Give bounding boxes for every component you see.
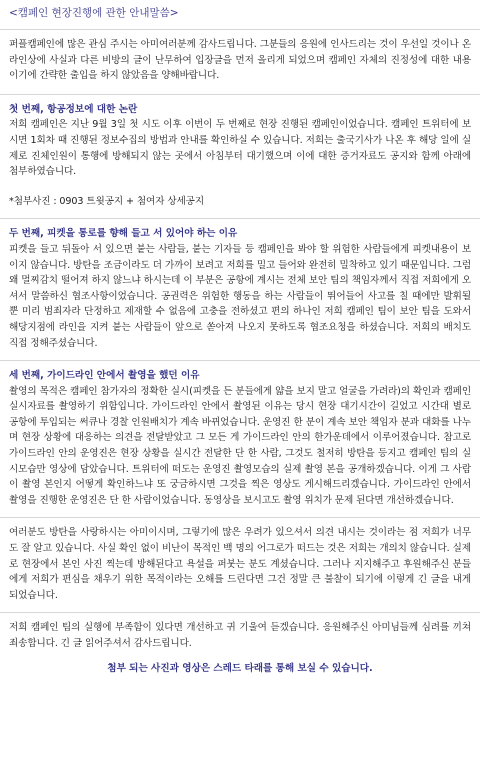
section1-heading: 첫 번째, 항공정보에 대한 논란 [9, 103, 138, 115]
divider [0, 360, 480, 361]
divider [0, 29, 480, 30]
attachment-footer-note: 첨부 되는 사진과 영상은 스레드 타래를 통해 보실 수 있습니다. [107, 662, 373, 674]
section3-heading: 세 번째, 가이드라인 안에서 촬영을 했던 이유 [9, 370, 200, 382]
closing-paragraph: 여러분도 방탄을 사랑하시는 아미이시며, 그렇기에 많은 우려가 있으셔서 의견 내시는 것이라는 점 저희가 너무도 잘 알고 있습니다. 사실 확인 없이 비난이 목적인 백 명의 어그로가 떠드는 것은 저희는 개의치 않습니다. 실제로 현장에서 본인 사진 찍는데 방해된다고 욕설을 퍼붓는 분도 계셨습니다. 그러나 지지해주고 후원해주신 분들에게 저희가 편심을 채우기 위한 목적이라는 오해를 드린다면 그건 정말 큰 불찰이 되기에 이렇게 긴 글을 내게 되었습니다. [9, 527, 471, 601]
divider [0, 94, 480, 95]
divider [0, 517, 480, 518]
section3-body: 촬영의 목적은 캠페인 참가자의 정확한 실시(피켓을 든 분들에게 얇을 보지 말고 얼굴을 가려라)의 확인과 캠페인 실시자료를 촬영하기 위함입니다. 가이드라인 안에서 촬영된 이유는 당시 현장 대기시간이 길었고 시간대 별로 공항에 투입되는 써큐나 경찰 인원배치가 계속 바뀌었습니다. 운영진 한 분이 계속 보안 책임자 분과 대화를 나누며 현장 상황에 대응하는 의견을 전달받았고 그 모든 게 가이드라인 안의 한가운데에서 이루어졌습니다. 참고로 가이드라인 안의 운영진은 현장 상황을 실시간 전달한 단 한 사람, 그것도 철저히 방탄을 등지고 캠페인 팀의 실시모습만 영상에 담았습니다. 트위터에 떠도는 운영진 촬영모습의 실제 촬영 본을 공개하겠습니다. 이게 그 사람이 촬영 본인지 어떻게 확인하느냐 또 궁금하시면 그것을 찍은 영상도 게시해드리겠습니다. 가이드라인 안에서 촬영을 진행한 운영진은 단 한 사람이었습니다. 동영상을 보시고도 촬영 위치가 문제 된다면 개선하겠습니다. [9, 385, 471, 506]
section1-body: 저희 캠페인은 지난 9월 3일 첫 시도 이후 이번이 두 번째로 현장 진행된 캠페인이었습니다. 캠페인 트위터에 보시면 1회차 때 진행된 정보수집의 방법과 안내를 확인하실 수 있습니다. 저희는 출국기사가 나온 후 해당 일에 실제로 진체인원이 통행에 방해되지 않는 곳에서 아침부터 대기했으며 이에 대한 증거자료도 공지와 함께 아래에 첨부하였습니다. [9, 119, 471, 178]
divider [0, 612, 480, 613]
section2-heading: 두 번째, 피켓을 통로를 향해 들고 서 있어야 하는 이유 [9, 228, 238, 240]
closing-thanks: 저희 캠페인 팀의 실행에 부족함이 있다면 개선하고 귀 기울여 듣겠습니다. 응원해주신 아미님들께 심려를 끼쳐 죄송합니다. 긴 글 읽어주셔서 감사드립니다. [9, 622, 471, 649]
document-title: <캠페인 현장진행에 관한 안내말씀> [9, 7, 179, 19]
section1-attachment-note: *첨부사진 : 0903 트윗공지 + 첨여자 상세공지 [9, 195, 204, 207]
divider [0, 218, 480, 219]
intro-paragraph: 퍼플캠페인에 많은 관심 주시는 아미여러분께 감사드립니다. 그분들의 응원에 인사드리는 것이 우선일 것이나 온라인상에 사실과 다른 비방의 글이 난무하여 입장글을 먼저 올리게 되었으며 캠페인 자체의 진정성에 대한 내용이기에 간략한 출입을 하지 않았음을 양해바랍니다. [9, 39, 471, 82]
section2-body: 피켓을 들고 뒤돌아 서 있으면 붙는 사람들, 붙는 기자들 등 캠페인을 봐야 할 위험한 사람들에게 피켓내용이 보이지 않습니다. 방탄을 조금이라도 더 가까이 보려고 저희를 밀고 들어와 완전히 밀착하고 있기 때문입니다. 그럼 왜 멀찌감치 떨어져 하지 않느냐 하시는데 이 부분은 공항에 계시는 전체 보안 팀의 책임자께서 직접 저희에게 오셔서 말씀하신 협조사항이었습니다. 공권력은 위험한 행동을 하는 사람들이 뛰어들어 사고를 칠 때에만 발휘될 뿐 미리 범죄자라 단정하고 제재할 수 없음에 고충을 전하셨고 편의 하나인 저희 캠페인 팀이 보안 팀을 도와서 해당지점에 라인을 지켜 붙는 사람들이 앞으로 쏟아져 나오지 못하도록 협조요청을 하셨습니다. 저희의 배치도 직접 정해주셨습니다. [9, 243, 471, 349]
